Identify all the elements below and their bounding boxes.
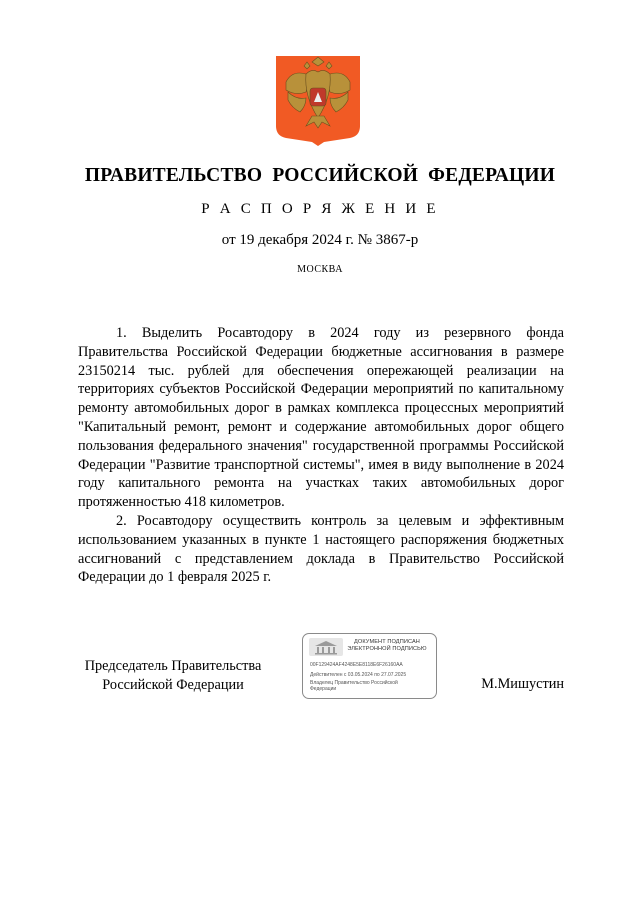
electronic-signature-stamp — [302, 633, 437, 699]
government-building-icon — [309, 638, 343, 656]
paragraph-1: 1. Выделить Росавтодору в 2024 году из резервного фонда Правительства Российской Федерации бюджетные ассигнования в размере 23150214 тыс. рублей для обеспечения опережающей реализации на территориях субъектов Российской Федерации мероприятий по капитальному ремонту автомобильных дорог в рамках комплекса процессных мероприятий "Капитальный ремонт, ремонт и содержание автомобильных дорог общего пользования федерального значения" государственной программы Российской Федерации "Развитие транспортной системы", имея в виду выполнение в 2024 году капитального ремонта на участках таких автомобильных дорог протяженностью 418 километров. — [78, 325, 564, 511]
stamp-certificate: 00F129424AF4248E5E8118E6F26160AA — [310, 662, 403, 668]
russian-coat-of-arms-icon — [276, 56, 360, 146]
stamp-owner: Владелец Правительство Российской Федерации — [310, 680, 398, 693]
stamp-heading: ДОКУМЕНТ ПОДПИСАН ЭЛЕКТРОННОЙ ПОДПИСЬЮ — [347, 639, 427, 652]
document-date-number: от 19 декабря 2024 г. № 3867-р — [221, 232, 419, 248]
government-title: ПРАВИТЕЛЬСТВО РОССИЙСКОЙ ФЕДЕРАЦИИ — [84, 165, 556, 186]
signer-title: Председатель Правительства Российской Федерации — [84, 658, 262, 693]
stamp-validity: Действителен с 03.05.2024 по 27.07.2025 — [310, 672, 407, 678]
document-body — [78, 324, 564, 587]
paragraph-2: 2. Росавтодору осуществить контроль за целевым и эффективным использованием указанных в пункте 1 настоящего распоряжения бюджетных ассигнований с представлением доклада в Правительство Российской Федерации до 1 февраля 2025 г. — [78, 512, 564, 586]
document-city: МОСКВА — [297, 264, 343, 275]
signer-name: М.Мишустин — [481, 676, 564, 692]
document-type: Р А С П О Р Я Ж Е Н И Е — [201, 201, 439, 217]
